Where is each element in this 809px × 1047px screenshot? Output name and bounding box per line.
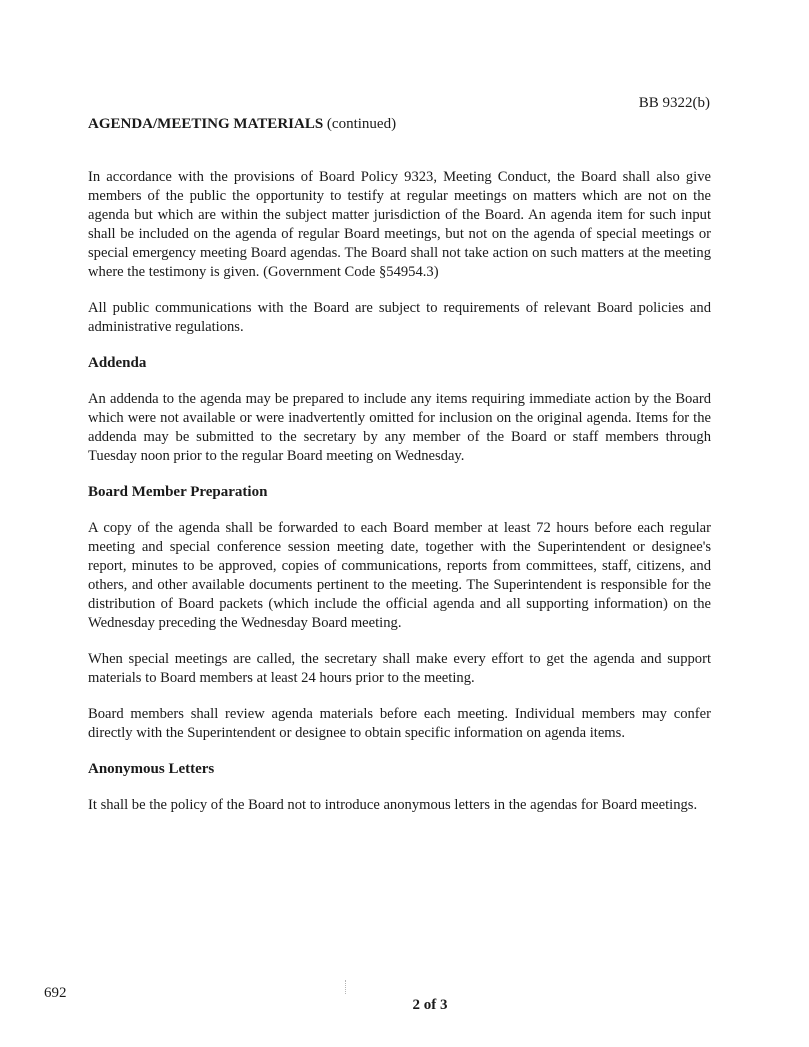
anonymous-paragraph-1: It shall be the policy of the Board not to introduce anonymous letters in the agendas for Board meetings.	[88, 797, 698, 813]
policy-code: BB 9322(b)	[638, 95, 710, 111]
scan-artifact	[345, 980, 347, 994]
preparation-paragraph-2: When special meetings are called, the secretary shall make every effort to get the agenda and support materials to Board members at least 24 hours prior to the meeting.	[88, 651, 711, 686]
preparation-heading: Board Member Preparation	[88, 484, 268, 500]
page-of-total: 2 of 3	[412, 997, 448, 1013]
addenda-paragraph-1: An addenda to the agenda may be prepared to include any items requiring immediate action by the Board which were not available or were inadvertently omitted for inclusion on the original agenda. Items for the addenda may be submitted to the secretary by any member of the Board or staff members through Tuesday noon prior to the regular Board meeting on Wednesday.	[88, 391, 711, 464]
anonymous-heading: Anonymous Letters	[88, 761, 215, 777]
preparation-paragraph-1: A copy of the agenda shall be forwarded to each Board member at least 72 hours before each regular meeting and special conference session meeting date, together with the Superintendent or designee's report, minutes to be approved, copies of communications, reports from committees, staff, citizens, and others, and other available documents pertinent to the meeting. The Superintendent is responsible for the distribution of Board packets (which include the official agenda and all supporting information) on the Wednesday preceding the Wednesday Board meeting.	[88, 520, 711, 631]
page-number: 692	[44, 985, 67, 1001]
title-main: AGENDA/MEETING MATERIALS	[88, 116, 324, 132]
document-title	[88, 115, 396, 133]
preparation-paragraph-3: Board members shall review agenda materials before each meeting. Individual members may confer directly with the Superintendent or designee to obtain specific information on agenda items.	[88, 706, 711, 741]
document-body	[88, 168, 711, 832]
addenda-heading: Addenda	[88, 355, 147, 371]
intro-paragraph-2: All public communications with the Board are subject to requirements of relevant Board policies and administrative regulations.	[88, 300, 711, 335]
intro-paragraph-1: In accordance with the provisions of Board Policy 9323, Meeting Conduct, the Board shall also give members of the public the opportunity to testify at regular meetings on matters which are not on the agenda but which are within the subject matter jurisdiction of the Board. An agenda item for such input shall be included on the agenda of regular Board meetings, but not on the agenda of special meetings or special emergency meeting Board agendas. The Board shall not take action on such matters at the meeting where the testimony is given. (Government Code §54954.3)	[88, 169, 711, 280]
title-suffix: (continued)	[323, 116, 397, 132]
